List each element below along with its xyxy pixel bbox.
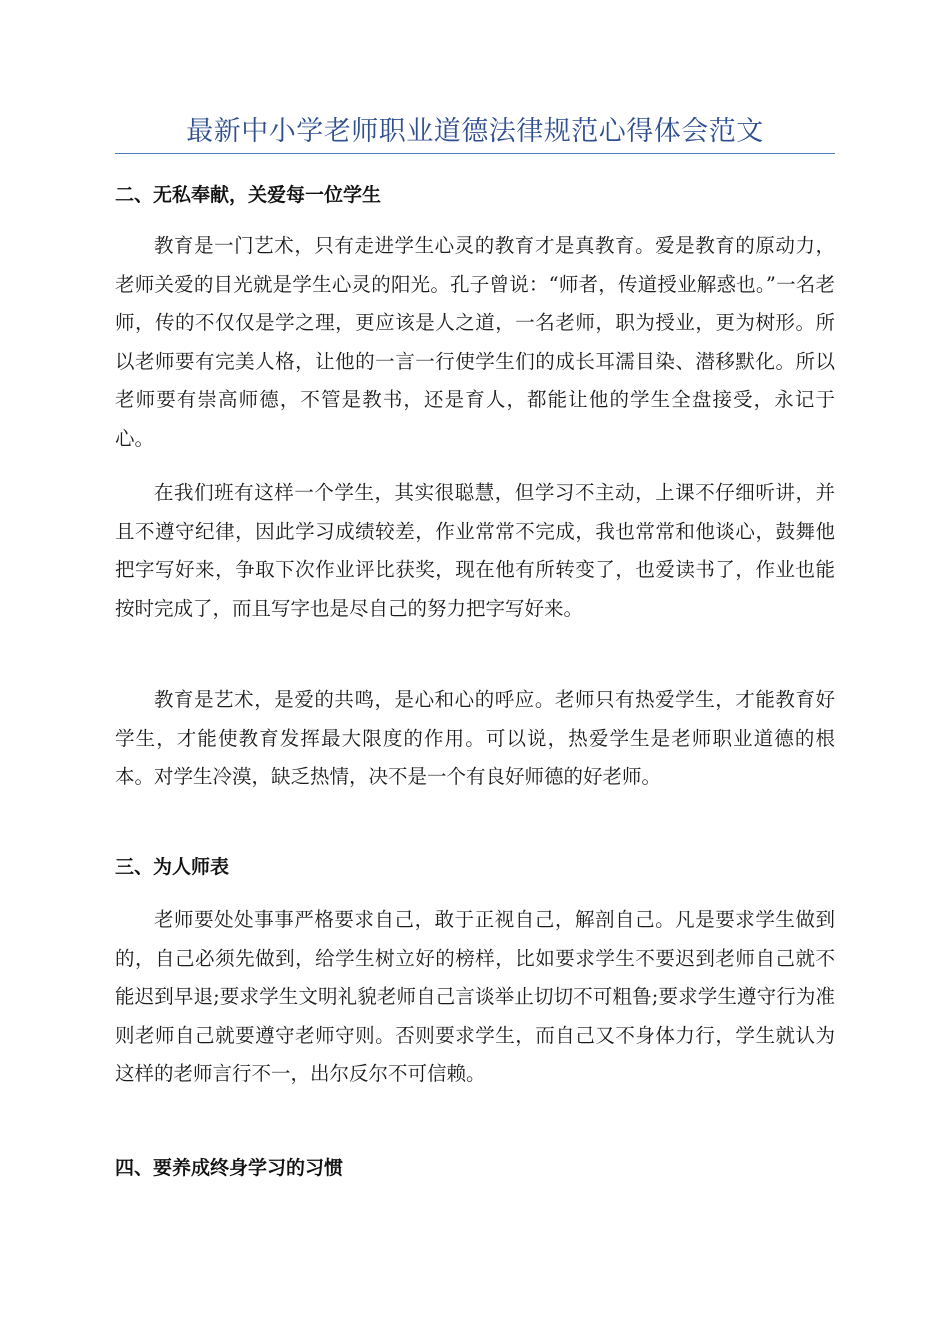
section-heading-4: 四、要养成终身学习的习惯 <box>115 1157 344 1179</box>
section-heading-3: 三、为人师表 <box>115 856 230 878</box>
paragraph-2: 在我们班有这样一个学生，其实很聪慧，但学习不主动，上课不仔细听讲，并且不遵守纪律，因此学习成绩较差，作业常常不完成，我也常常和他谈心，鼓舞他把字写好来，争取下次作业评比获奖，现在他有所转变了，也爱读书了，作业也能按时完成了，而且写字也是尽自己的努力把字写好来。 <box>115 481 835 620</box>
section-heading-2: 二、无私奉献，关爱每一位学生 <box>115 184 382 206</box>
title-underline <box>115 153 835 154</box>
document-title: 最新中小学老师职业道德法律规范心得体会范文 <box>186 116 764 147</box>
paragraph-1: 教育是一门艺术，只有走进学生心灵的教育才是真教育。爱是教育的原动力，老师关爱的目光就是学生心灵的阳光。孔子曾说：“师者，传道授业解惑也。”一名老师，传的不仅仅是学之理，更应该是人之道，一名老师，职为授业，更为树形。所以老师要有完美人格，让他的一言一行使学生们的成长耳濡目染、潜移默化。所以老师要有崇高师德，不管是教书，还是育人，都能让他的学生全盘接受，永记于心。 <box>115 234 835 450</box>
paragraph-4: 老师要处处事事严格要求自己，敢于正视自己，解剖自己。凡是要求学生做到的，自己必须先做到，给学生树立好的榜样，比如要求学生不要迟到老师自己就不能迟到早退;要求学生文明礼貌老师自己言谈举止切切不可粗鲁;要求学生遵守行为准则老师自己就要遵守老师守则。否则要求学生，而自己又不身体力行，学生就认为这样的老师言行不一，出尔反尔不可信赖。 <box>115 908 835 1085</box>
paragraph-3: 教育是艺术，是爱的共鸣，是心和心的呼应。老师只有热爱学生，才能教育好学生，才能使教育发挥最大限度的作用。可以说，热爱学生是老师职业道德的根本。对学生冷漠，缺乏热情，决不是一个有良好师德的好老师。 <box>115 688 835 788</box>
